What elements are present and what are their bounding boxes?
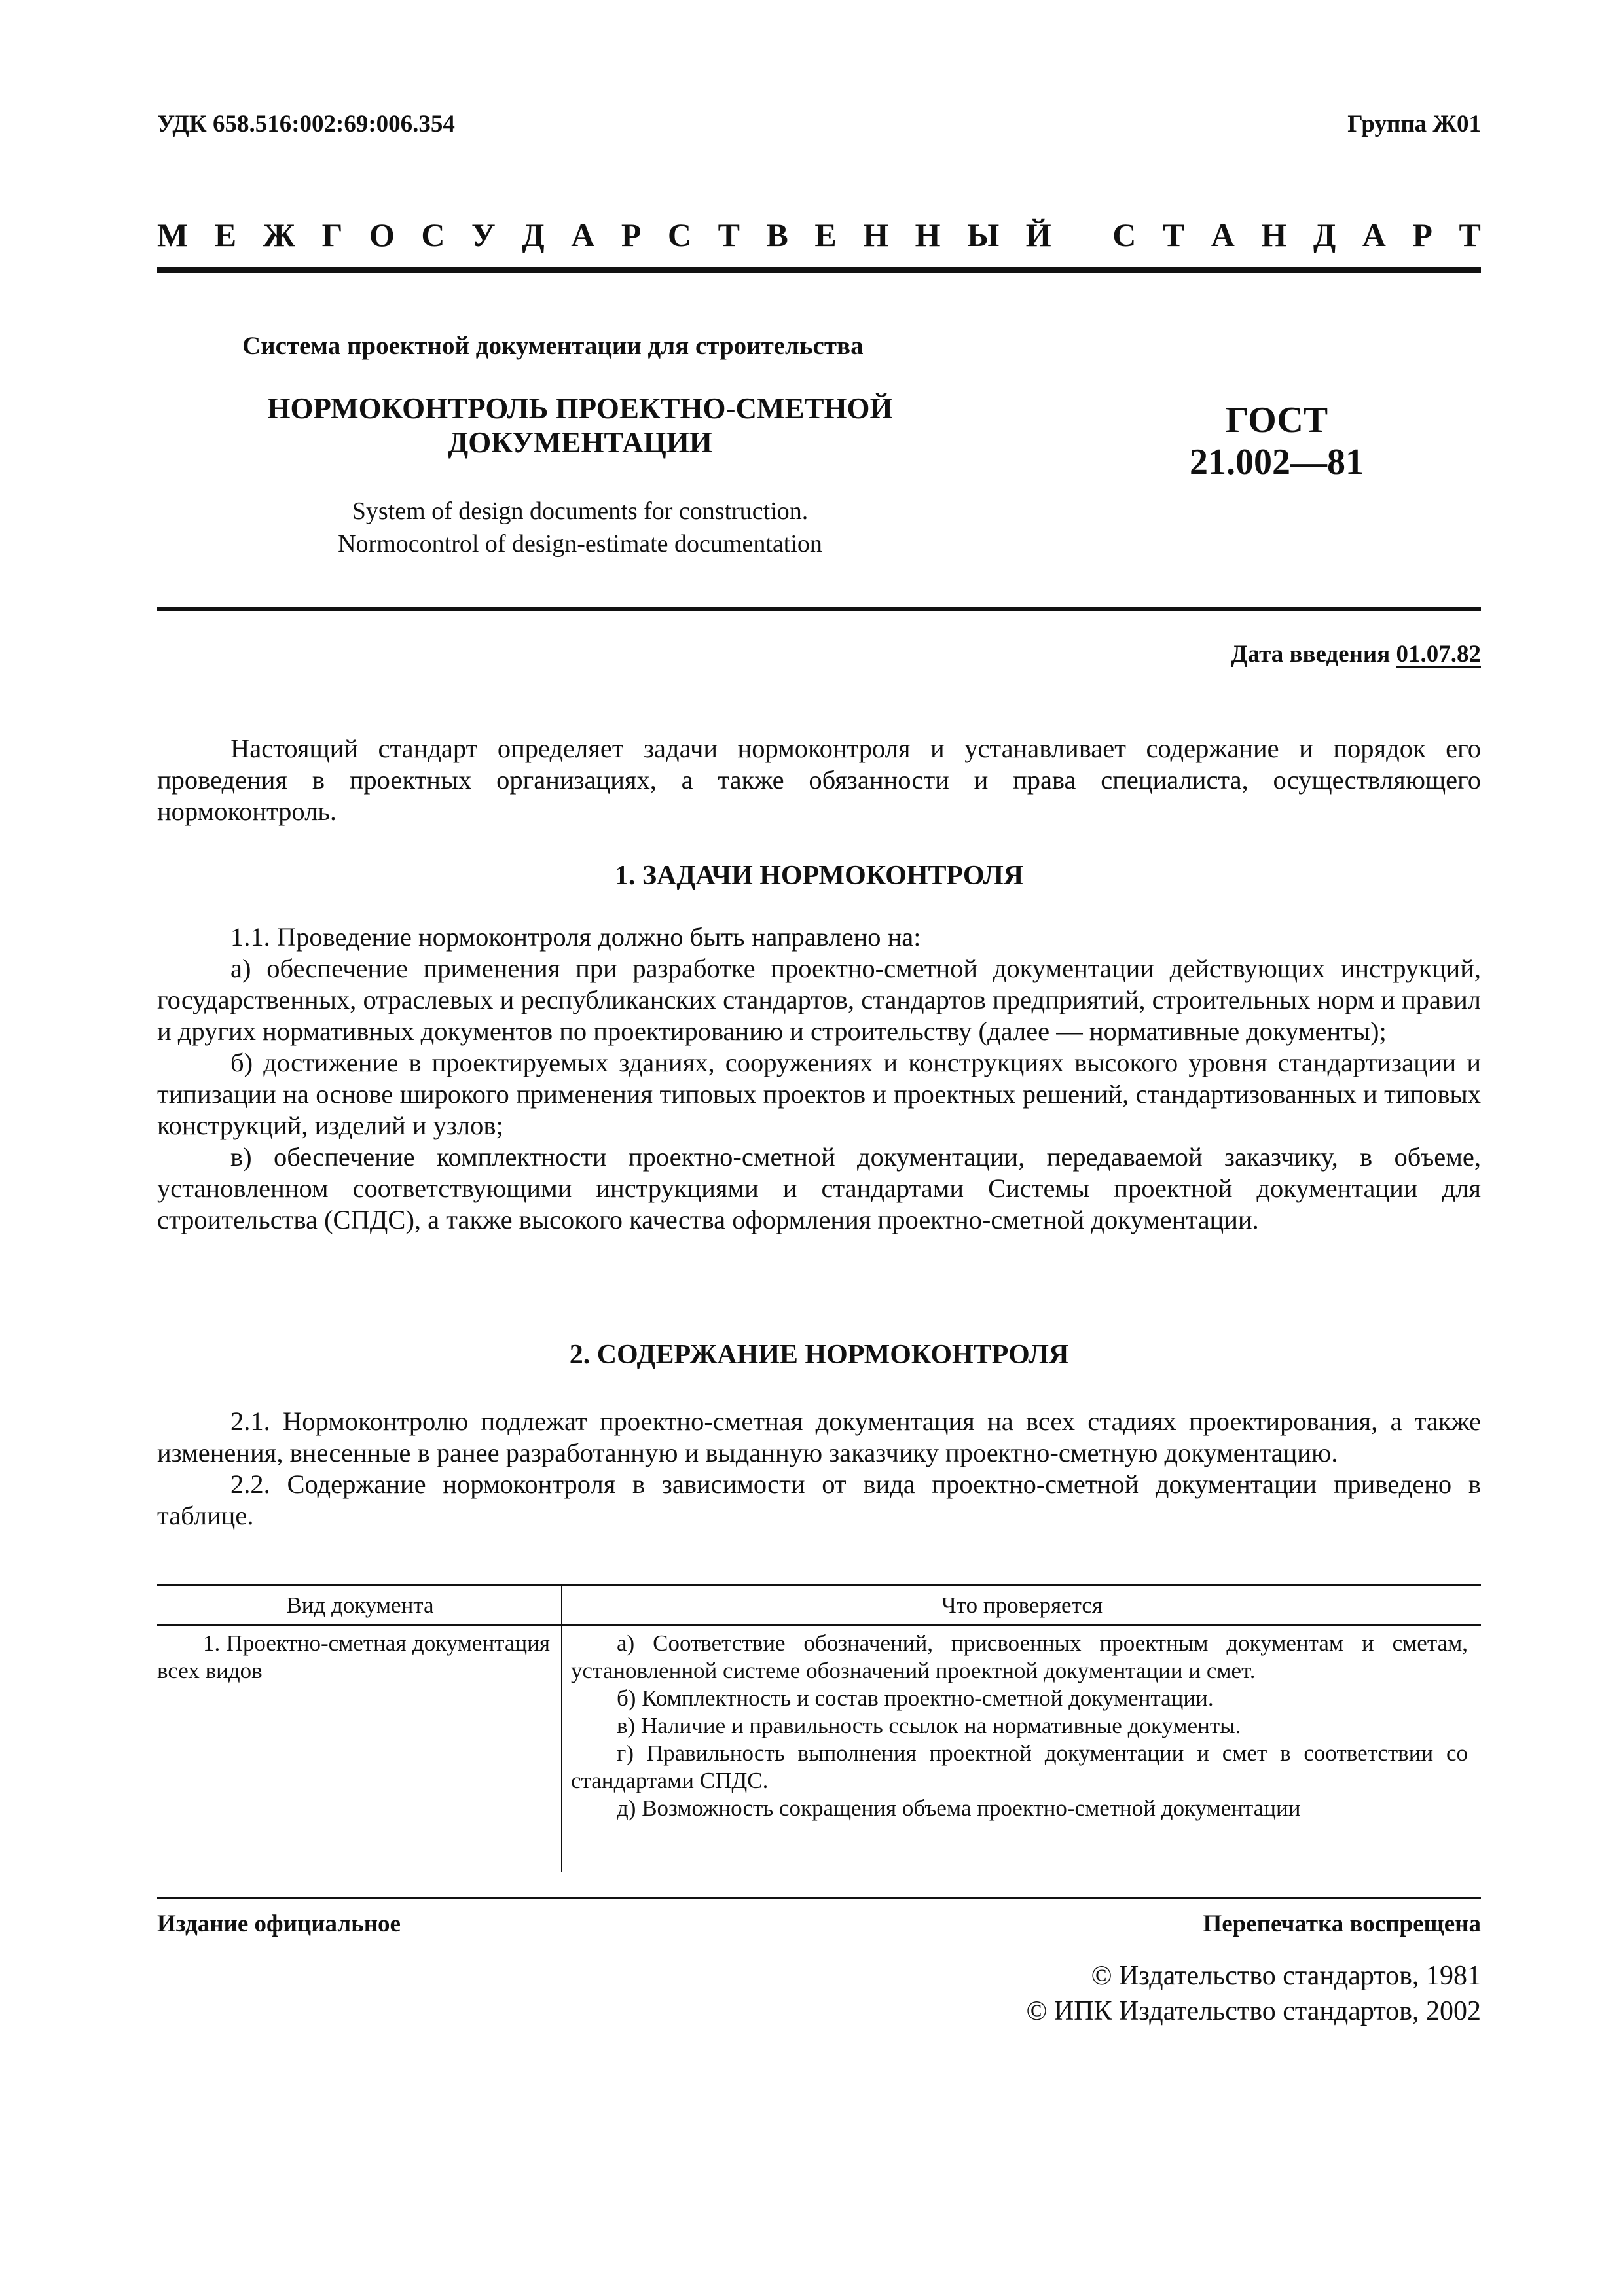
english-title <box>253 495 907 560</box>
table-header-checked-items: Что проверяется <box>941 1592 1103 1618</box>
section-1-paragraph: а) обеспечение применения при разработке проектно-сметной документации действующих инструкций, государственных, отраслевых и республиканских стандартов, стандартов предприятий, строительных норм и правил и других нормативных документов по проектированию и строительству (далее — нормативные документы); <box>157 954 1481 1046</box>
section-2-body <box>157 1406 1481 1532</box>
section-1-body <box>157 922 1481 1236</box>
document-type-text: 1. Проектно-сметная документация всех видов <box>157 1630 550 1683</box>
table-header-row <box>157 1584 1481 1624</box>
footer-rule <box>157 1897 1481 1899</box>
heading-letter: С <box>667 217 692 253</box>
document-title-line2: ДОКУМЕНТАЦИИ <box>448 426 712 459</box>
english-title-line2: Normocontrol of design-estimate documentation <box>338 530 822 558</box>
section-2-paragraph: 2.2. Содержание нормоконтроля в зависимости от вида проектно-сметной документации приведено в таблице. <box>157 1469 1481 1530</box>
heading-letter: Д <box>1313 217 1336 253</box>
heading-letter: Е <box>214 217 237 253</box>
table-column-divider <box>561 1584 562 1872</box>
heading-letter: Р <box>621 217 642 253</box>
checked-item: г) Правильность выполнения проектной документации и смет в соответствии со стандартами СПДС. <box>571 1740 1468 1793</box>
heading-letter: Й <box>1025 217 1051 253</box>
group-code: Группа Ж01 <box>1347 111 1481 137</box>
table-header-rule <box>157 1624 1481 1626</box>
heading-letter: А <box>1211 217 1235 253</box>
document-title-line1: НОРМОКОНТРОЛЬ ПРОЕКТНО-СМЕТНОЙ <box>267 392 893 425</box>
heading-letter: А <box>1362 217 1386 253</box>
heading-letter: С <box>1112 217 1137 253</box>
section-2-paragraph: 2.1. Нормоконтролю подлежат проектно-сметная документация на всех стадиях проектирования, а также изменения, внесенные в ранее разработанную и выданную заказчику проектно-сметную документацию. <box>157 1407 1481 1467</box>
intro-text: Настоящий стандарт определяет задачи нормоконтроля и устанавливает содержание и порядок его проведения в проектных организациях, а также обязанности и права специалиста, осуществляющего нормоконтроль. <box>157 734 1481 826</box>
section-1-heading: 1. ЗАДАЧИ НОРМОКОНТРОЛЯ <box>614 861 1024 891</box>
heading-letter: С <box>421 217 445 253</box>
checked-item: б) Комплектность и состав проектно-сметной документации. <box>617 1685 1214 1711</box>
heading-letter: Т <box>718 217 740 253</box>
heading-letter: Е <box>814 217 837 253</box>
heading-letter: Т <box>1459 217 1481 253</box>
header-rule <box>157 267 1481 273</box>
heading-letter: Ы <box>967 217 1000 253</box>
heading-letter: А <box>571 217 595 253</box>
checked-item: а) Соответствие обозначений, присвоенных проектным документам и сметам, установленной системе обозначений проектной документации и смет. <box>571 1630 1468 1683</box>
table-cell-checked-items <box>571 1630 1468 1822</box>
heading-letter: М <box>157 217 189 253</box>
system-title: Система проектной документации для строительства <box>242 332 864 360</box>
table-header-document-type: Вид документа <box>286 1592 434 1618</box>
gost-number: 21.002—81 <box>1190 442 1364 482</box>
header-row <box>157 110 1481 149</box>
date-label: Дата введения <box>1231 641 1396 668</box>
checked-item: д) Возможность сокращения объема проектно-сметной документации <box>617 1795 1301 1821</box>
title-rule <box>157 607 1481 611</box>
intro-paragraph <box>157 733 1481 827</box>
section-1-paragraph: 1.1. Проведение нормоконтроля должно быть направлено на: <box>230 922 921 952</box>
udk-code: УДК 658.516:002:69:006.354 <box>157 111 455 137</box>
table-cell-document-type <box>157 1630 550 1685</box>
gost-designation <box>1139 399 1414 483</box>
section-2-heading: 2. СОДЕРЖАНИЕ НОРМОКОНТРОЛЯ <box>569 1340 1069 1370</box>
interstate-standard-heading <box>157 216 1481 262</box>
section-1-paragraph: в) обеспечение комплектности проектно-сметной документации, передаваемой заказчику, в объеме, установленном соответствующими инструкциями и стандартами Системы проектной документации для строительства (СПДС), а также высокого качества оформления проектно-сметной документации. <box>157 1142 1481 1234</box>
heading-letter: Ж <box>263 217 296 253</box>
heading-letter: В <box>766 217 788 253</box>
section-1-paragraph: б) достижение в проектируемых зданиях, сооружениях и конструкциях высокого уровня стандартизации и типизации на основе широкого применения типовых проектов и проектных решений, стандартизованных и типовых конструкций, изделий и узлов; <box>157 1048 1481 1140</box>
date-value: 01.07.82 <box>1396 641 1481 668</box>
document-title <box>253 391 907 459</box>
copyright-line: © ИПК Издательство стандартов, 2002 <box>1026 1996 1481 2026</box>
introduction-date <box>1231 640 1481 668</box>
document-page <box>157 0 1481 2296</box>
copyright-block <box>1026 1958 1481 2029</box>
official-edition-label: Издание официальное <box>157 1910 401 1937</box>
heading-letter: Д <box>522 217 545 253</box>
english-title-line1: System of design documents for construction. <box>352 497 809 525</box>
heading-letter: Н <box>1261 217 1287 253</box>
heading-letter: Н <box>863 217 889 253</box>
heading-letter: Г <box>321 217 343 253</box>
heading-letter: Р <box>1412 217 1432 253</box>
copyright-line: © Издательство стандартов, 1981 <box>1091 1961 1481 1991</box>
heading-letter: Т <box>1162 217 1185 253</box>
heading-letter: У <box>471 217 496 253</box>
gost-label: ГОСТ <box>1225 400 1328 440</box>
heading-word-gap <box>1078 216 1086 262</box>
checked-item: в) Наличие и правильность ссылок на нормативные документы. <box>617 1713 1241 1738</box>
heading-letter: О <box>369 217 395 253</box>
reprint-prohibited-label: Перепечатка воспрещена <box>1203 1910 1481 1937</box>
heading-letter: Н <box>915 217 941 253</box>
